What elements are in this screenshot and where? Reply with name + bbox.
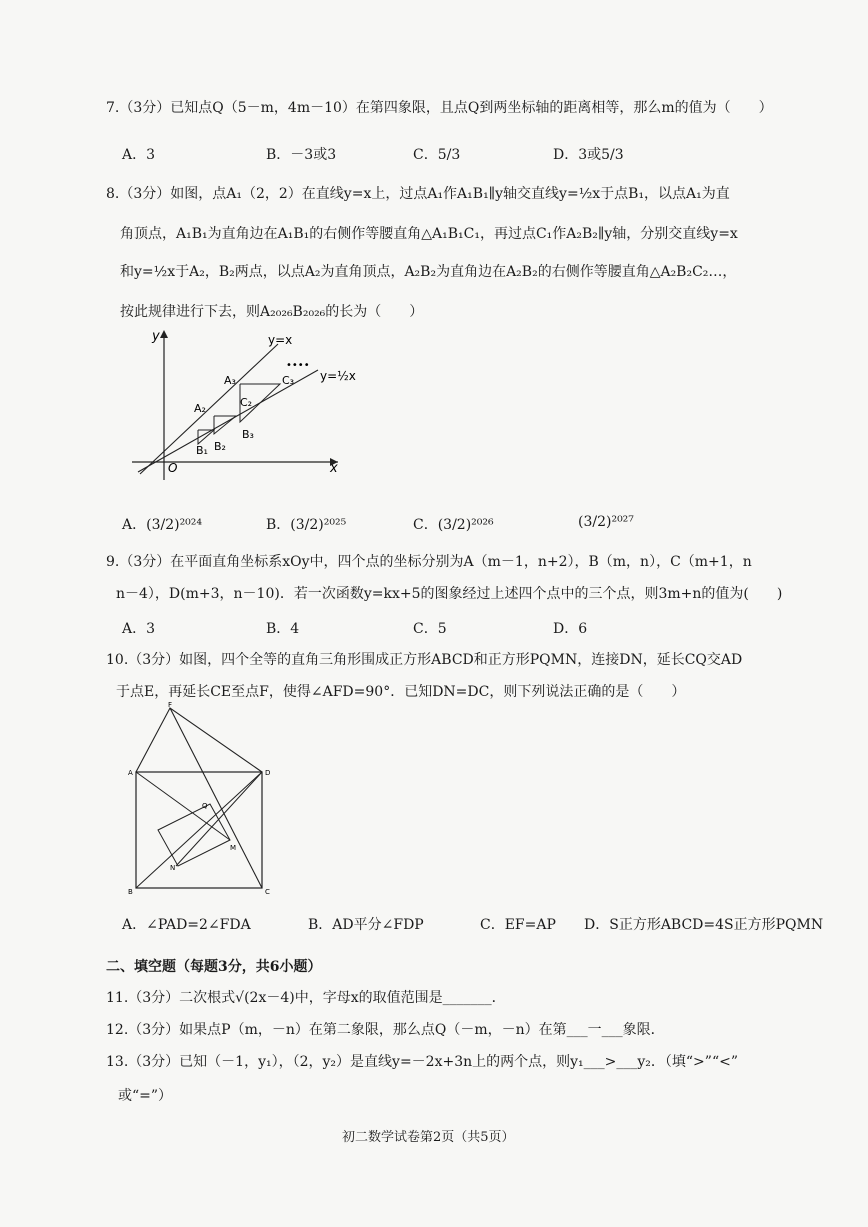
q8-option-b: B．(3/2)²⁰²⁵ — [266, 517, 347, 533]
label-b1: B₁ — [196, 444, 208, 457]
line-bd — [136, 772, 262, 888]
q8-option-c: C．(3/2)²⁰²⁶ — [413, 517, 494, 533]
line-cf — [170, 708, 262, 888]
label-n: N — [170, 864, 176, 872]
q10-stem-line2: 于点E，再延长CE至点F，使得∠AFD=90°．已知DN=DC，则下列说法正确的是（ ） — [116, 684, 686, 700]
section-2-title: 二、填空题（每题3分，共6小题） — [106, 959, 322, 975]
q13-stem-line2: 或“=”） — [118, 1088, 173, 1104]
q7-stem: 7.（3分）已知点Q（5－m，4m－10）在第四象限，且点Q到两坐标轴的距离相等，那么m的值为（ ） — [106, 100, 773, 116]
q8-stem-line2: 角顶点，A₁B₁为直角边在A₁B₁的右侧作等腰直角△A₁B₁C₁，再过点C₁作A₂B₂∥y轴，分别交直线y=x — [120, 226, 738, 242]
q10-option-b: B．AD平分∠FDP — [308, 917, 424, 933]
label-a2: A₂ — [194, 402, 206, 415]
line-dn — [176, 772, 262, 866]
q8-figure — [130, 322, 370, 482]
q12-stem: 12.（3分）如果点P（m，－n）在第二象限，那么点Q（－m，－n）在第___一___象限． — [106, 1022, 665, 1038]
label-q: Q — [202, 802, 208, 810]
q10-stem-line1: 10.（3分）如图，四个全等的直角三角形围成正方形ABCD和正方形PQMN，连接DN，延长CQ交AD — [106, 652, 743, 668]
q9-option-a: A．3 — [122, 621, 156, 637]
label-m: M — [230, 844, 237, 852]
y-axis-arrow-icon — [160, 330, 168, 338]
q10-option-d: D．S正方形ABCD=4S正方形PQMN — [584, 917, 824, 933]
page-footer: 初二数学试卷第2页（共5页） — [342, 1130, 515, 1145]
q7-option-a: A．3 — [122, 147, 156, 163]
q8-stem-line3: 和y=½x于A₂，B₂两点，以点A₂为直角顶点，A₂B₂为直角边在A₂B₂的右侧作等腰直角△A₂B₂C₂…， — [120, 264, 737, 280]
label-a3: A₃ — [224, 374, 236, 387]
label-c: C — [265, 888, 270, 896]
q10-option-c: C．EF=AP — [480, 917, 556, 933]
q8-stem-line1: 8.（3分）如图，点A₁（2，2）在直线y=x上，过点A₁作A₁B₁∥y轴交直线y=½x于点B₁，以点A₁为直 — [106, 186, 730, 202]
q8-option-d: (3/2)²⁰²⁷ — [578, 514, 634, 530]
q9-stem-line2: n－4），D(m+3，n－10)．若一次函数y=kx+5的图象经过上述四个点中的三个点，则3m+n的值为( ) — [116, 586, 783, 602]
y-axis-label: y — [152, 329, 160, 344]
q9-option-c: C．5 — [413, 621, 447, 637]
triangle-afd — [136, 708, 262, 772]
q9-stem-line1: 9.（3分）在平面直角坐标系xOy中，四个点的坐标分别为A（m－1，n+2），B（m，n），C（m+1，n — [106, 554, 752, 570]
line-ap — [136, 772, 230, 840]
label-b: B — [128, 888, 133, 896]
label-c3: C₃ — [282, 374, 295, 387]
q7-option-d: D．3或5/3 — [553, 147, 624, 163]
origin-label: O — [168, 461, 178, 475]
q9-option-b: B．4 — [266, 621, 300, 637]
triangle-2 — [214, 416, 236, 434]
label-c2: C₂ — [240, 396, 253, 409]
label-b3: B₃ — [242, 428, 254, 441]
q8-option-a: A．(3/2)²⁰²⁴ — [122, 517, 203, 533]
label-d: D — [265, 769, 271, 777]
q10-option-a: A．∠PAD=2∠FDA — [122, 917, 251, 933]
q11-stem: 11.（3分）二次根式√(2x－4)中，字母x的取值范围是_______． — [106, 990, 506, 1006]
label-b2: B₂ — [214, 440, 226, 453]
line-half-label: y=½x — [320, 369, 356, 383]
q9-option-d: D．6 — [553, 621, 588, 637]
q8-stem-line4: 按此规律进行下去，则A₂₀₂₆B₂₀₂₆的长为（ ） — [120, 304, 424, 320]
x-axis-label: x — [330, 461, 338, 476]
q7-option-c: C．5/3 — [413, 147, 461, 163]
label-a: A — [128, 769, 133, 777]
line-y-equals-x — [140, 344, 278, 474]
continuation-dots: •••• — [286, 360, 310, 371]
q13-stem-line1: 13.（3分）已知（－1，y₁），（2，y₂）是直线y=－2x+3n上的两个点，则y₁___>___y₂．（填“>”“<” — [106, 1054, 738, 1070]
q10-figure — [126, 700, 286, 900]
label-f: F — [168, 701, 173, 709]
line-yx-label: y=x — [268, 333, 293, 347]
q7-option-b: B．－3或3 — [266, 147, 337, 163]
